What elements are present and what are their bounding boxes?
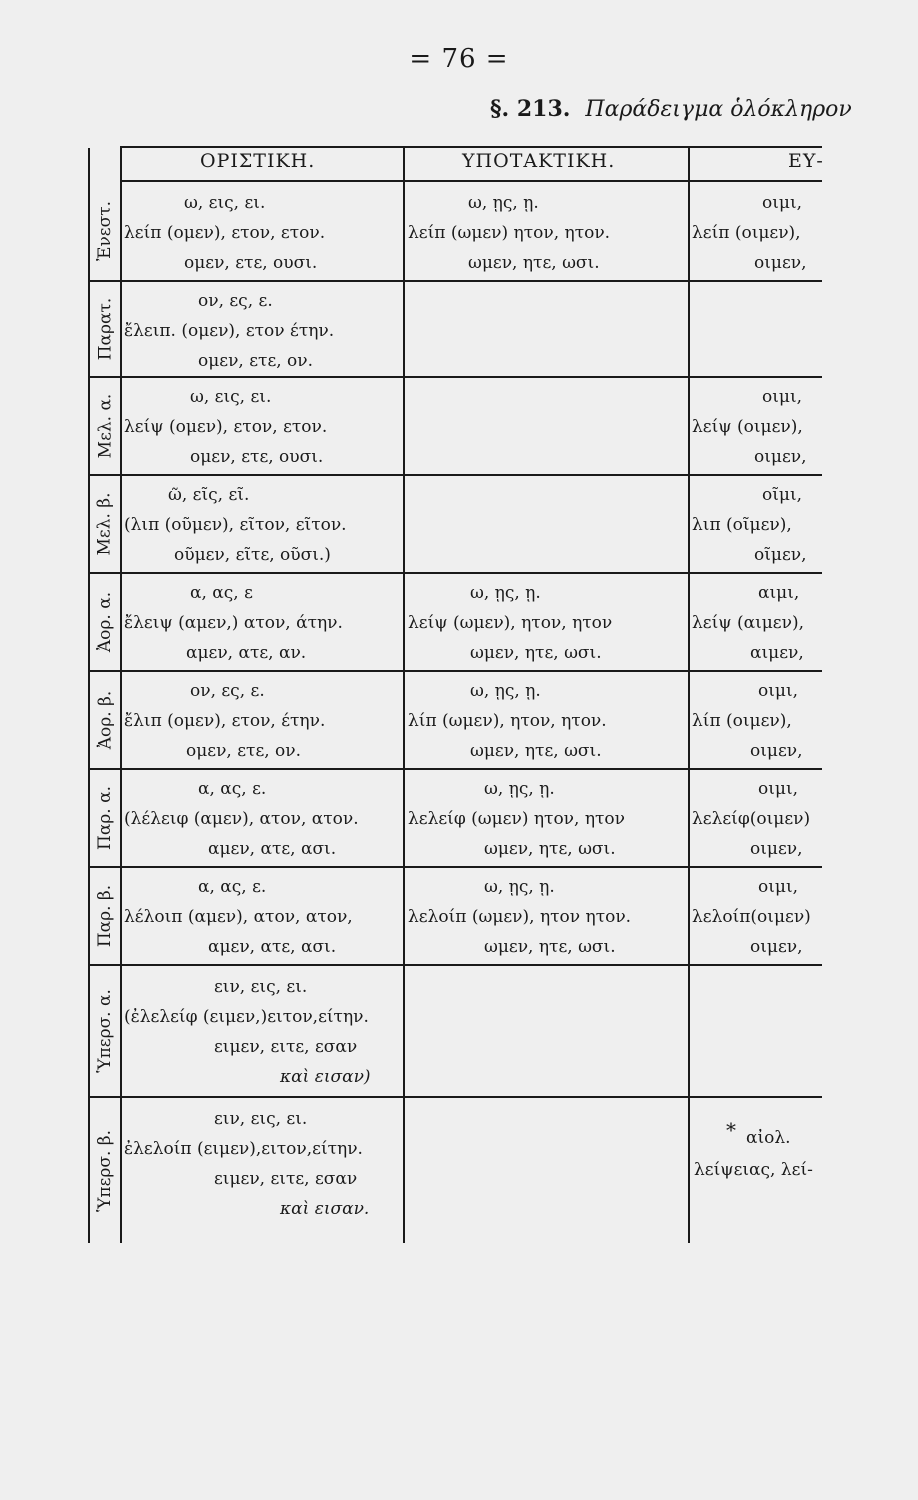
tense-label: Ἀορ. β. bbox=[95, 690, 116, 750]
form-line: ειν, εις, ει. bbox=[214, 977, 308, 997]
subjunctive-header: ΥΠΟΤΑΚΤΙΚΗ. bbox=[462, 150, 616, 172]
row-divider bbox=[88, 964, 822, 966]
form-line: ἔλιπ (ομεν), ετον, έτην. bbox=[124, 711, 326, 731]
form-line: ωμεν, ητε, ωσι. bbox=[470, 643, 602, 663]
form-line: καὶ εισαν. bbox=[280, 1199, 370, 1219]
form-line: α, ας, ε. bbox=[198, 877, 267, 897]
form-line: (λέλειφ (αμεν), ατον, ατον. bbox=[124, 809, 359, 829]
form-line: ειμεν, ειτε, εσαν bbox=[214, 1169, 358, 1189]
form-line: λελοίπ (ωμεν), ητον ητον. bbox=[408, 907, 632, 927]
header-bottom-rule bbox=[120, 180, 822, 182]
section-number: §. 213. bbox=[490, 96, 571, 122]
form-line: (ἐλελείφ (ειμεν,)ειτον,είτην. bbox=[124, 1007, 369, 1027]
tense-label: Παρ. β. bbox=[95, 884, 115, 948]
form-line: αμεν, ατε, αν. bbox=[186, 643, 307, 663]
form-line: ω, εις, ει. bbox=[184, 193, 266, 213]
form-line: α, ας, ε. bbox=[198, 779, 267, 799]
row-divider bbox=[88, 866, 822, 868]
header-top-rule bbox=[120, 146, 822, 148]
form-line: ἔλειπ. (ομεν), ετον έτην. bbox=[124, 321, 335, 341]
tense-label: Μελ. β. bbox=[95, 492, 115, 556]
form-line: ομεν, ετε, ουσι. bbox=[184, 253, 318, 273]
footnote-line: αἰολ. bbox=[746, 1128, 791, 1148]
form-line: (λιπ (οῦμεν), εῖτον, εῖτον. bbox=[124, 515, 347, 535]
form-line: οιμεν, bbox=[754, 447, 807, 467]
form-line: ω, ῃς, ῃ. bbox=[470, 681, 541, 701]
row-divider bbox=[88, 768, 822, 770]
section-title: Παράδειγμα ὁλόκληρον bbox=[585, 97, 852, 122]
optative-cell bbox=[692, 578, 804, 668]
indicative-cell bbox=[124, 480, 347, 570]
form-line: καὶ εισαν) bbox=[280, 1067, 371, 1087]
form-line: ειν, εις, ει. bbox=[214, 1109, 308, 1129]
form-line: ομεν, ετε, ον. bbox=[198, 351, 314, 371]
form-line: λείψ (αιμεν), bbox=[692, 613, 804, 633]
form-line: οῦμεν, εῖτε, οῦσι.) bbox=[174, 545, 331, 565]
optative-cell bbox=[692, 188, 807, 278]
form-line: ωμεν, ητε, ωσι. bbox=[484, 937, 616, 957]
row-divider bbox=[88, 474, 822, 476]
form-line: οιμι, bbox=[762, 193, 803, 213]
optative-cell bbox=[692, 676, 803, 766]
form-line: οιμεν, bbox=[750, 839, 803, 859]
form-line: οῖμεν, bbox=[754, 545, 807, 565]
form-line: οῖμι, bbox=[762, 485, 803, 505]
form-line: ομεν, ετε, ον. bbox=[186, 741, 302, 761]
form-line: ον, ες, ε. bbox=[198, 291, 273, 311]
form-line: ωμεν, ητε, ωσι. bbox=[484, 839, 616, 859]
tense-label: Παρατ. bbox=[95, 297, 115, 361]
subjunctive-cell bbox=[408, 676, 607, 766]
tense-label: Ὑπερσ. α. bbox=[95, 989, 116, 1073]
form-line: ω, εις, ει. bbox=[190, 387, 272, 407]
form-line: ω, ῃς, ῃ. bbox=[468, 193, 539, 213]
footnote-marker: * bbox=[726, 1118, 736, 1142]
form-line: λείπ (ομεν), ετον, ετον. bbox=[124, 223, 326, 243]
row-divider bbox=[88, 280, 822, 282]
form-line: ωμεν, ητε, ωσι. bbox=[468, 253, 600, 273]
row-divider bbox=[88, 1096, 822, 1098]
form-line: λείψ (οιμεν), bbox=[692, 417, 803, 437]
footnote bbox=[694, 1118, 813, 1186]
indicative-cell bbox=[124, 578, 343, 668]
subjunctive-cell bbox=[408, 188, 610, 278]
form-line: λιπ (οῖμεν), bbox=[692, 515, 792, 535]
optative-header: ΕΥ- bbox=[788, 150, 824, 172]
form-line: οιμεν, bbox=[754, 253, 807, 273]
indicative-header: ΟΡΙΣΤΙΚΗ. bbox=[200, 150, 316, 172]
row-divider bbox=[88, 572, 822, 574]
indicative-cell bbox=[124, 972, 371, 1092]
tense-label: Μελ. α. bbox=[95, 393, 115, 459]
optative-cell bbox=[692, 480, 807, 570]
indicative-cell bbox=[124, 286, 334, 376]
form-line: λέλοιπ (αμεν), ατον, ατον, bbox=[124, 907, 353, 927]
indicative-cell bbox=[124, 1104, 369, 1224]
form-line: λελοίπ(οιμεν) bbox=[692, 907, 811, 927]
form-line: λείπ (ωμεν) ητον, ητον. bbox=[408, 223, 611, 243]
subjunctive-cell bbox=[408, 578, 612, 668]
form-line: οιμεν, bbox=[750, 741, 803, 761]
tense-label: Ἐνεστ. bbox=[95, 200, 115, 262]
form-line: λίπ (οιμεν), bbox=[692, 711, 792, 731]
optative-cell bbox=[692, 872, 811, 962]
form-line: ῶ, εῖς, εῖ. bbox=[168, 485, 250, 505]
row-divider bbox=[88, 670, 822, 672]
indicative-cell bbox=[124, 872, 353, 962]
form-line: οιμι, bbox=[758, 779, 799, 799]
form-line: λείψ (ωμεν), ητον, ητον bbox=[408, 613, 613, 633]
form-line: ἔλειψ (αμεν,) ατον, άτην. bbox=[124, 613, 343, 633]
form-line: αιμεν, bbox=[750, 643, 804, 663]
tense-label: Ἀορ. α. bbox=[95, 591, 116, 653]
optative-cell bbox=[692, 382, 807, 472]
form-line: ομεν, ετε, ουσι. bbox=[190, 447, 324, 467]
form-line: α, ας, ε bbox=[190, 583, 253, 603]
form-line: ω, ῃς, ῃ. bbox=[470, 583, 541, 603]
indicative-cell bbox=[124, 188, 325, 278]
indicative-cell bbox=[124, 382, 327, 472]
form-line: ω, ῃς, ῃ. bbox=[484, 877, 555, 897]
form-line: αιμι, bbox=[758, 583, 800, 603]
indicative-cell bbox=[124, 676, 325, 766]
form-line: ω, ῃς, ῃ. bbox=[484, 779, 555, 799]
form-line: αμεν, ατε, ασι. bbox=[208, 937, 337, 957]
tense-label: Ὑπερσ. β. bbox=[95, 1129, 116, 1212]
footnote-line: λείψειας, λεί- bbox=[694, 1160, 813, 1180]
indicative-cell bbox=[124, 774, 359, 864]
form-line: αμεν, ατε, ασι. bbox=[208, 839, 337, 859]
tense-column-divider bbox=[120, 148, 122, 1243]
form-line: λελείφ (ωμεν) ητον, ητον bbox=[408, 809, 625, 829]
form-line: οιμι, bbox=[758, 877, 799, 897]
form-line: λείψ (ομεν), ετον, ετον. bbox=[124, 417, 328, 437]
form-line: ον, ες, ε. bbox=[190, 681, 265, 701]
form-line: οιμι, bbox=[762, 387, 803, 407]
page-number: = 76 = bbox=[409, 44, 509, 74]
form-line: οιμι, bbox=[758, 681, 799, 701]
form-line: ἐλελοίπ (ειμεν),ειτον,είτην. bbox=[124, 1139, 363, 1159]
form-line: ειμεν, ειτε, εσαν bbox=[214, 1037, 358, 1057]
subjunctive-cell bbox=[408, 872, 631, 962]
form-line: ωμεν, ητε, ωσι. bbox=[470, 741, 602, 761]
subjunctive-optative-divider bbox=[688, 148, 690, 1243]
subjunctive-cell bbox=[408, 774, 625, 864]
optative-cell bbox=[692, 774, 810, 864]
section-heading bbox=[490, 96, 852, 122]
form-line: οιμεν, bbox=[750, 937, 803, 957]
indicative-subjunctive-divider bbox=[403, 148, 405, 1243]
form-line: λελείφ(οιμεν) bbox=[692, 809, 811, 829]
tense-label: Παρ. α. bbox=[95, 786, 115, 850]
form-line: λίπ (ωμεν), ητον, ητον. bbox=[408, 711, 607, 731]
row-divider bbox=[88, 376, 822, 378]
form-line: λείπ (οιμεν), bbox=[692, 223, 801, 243]
